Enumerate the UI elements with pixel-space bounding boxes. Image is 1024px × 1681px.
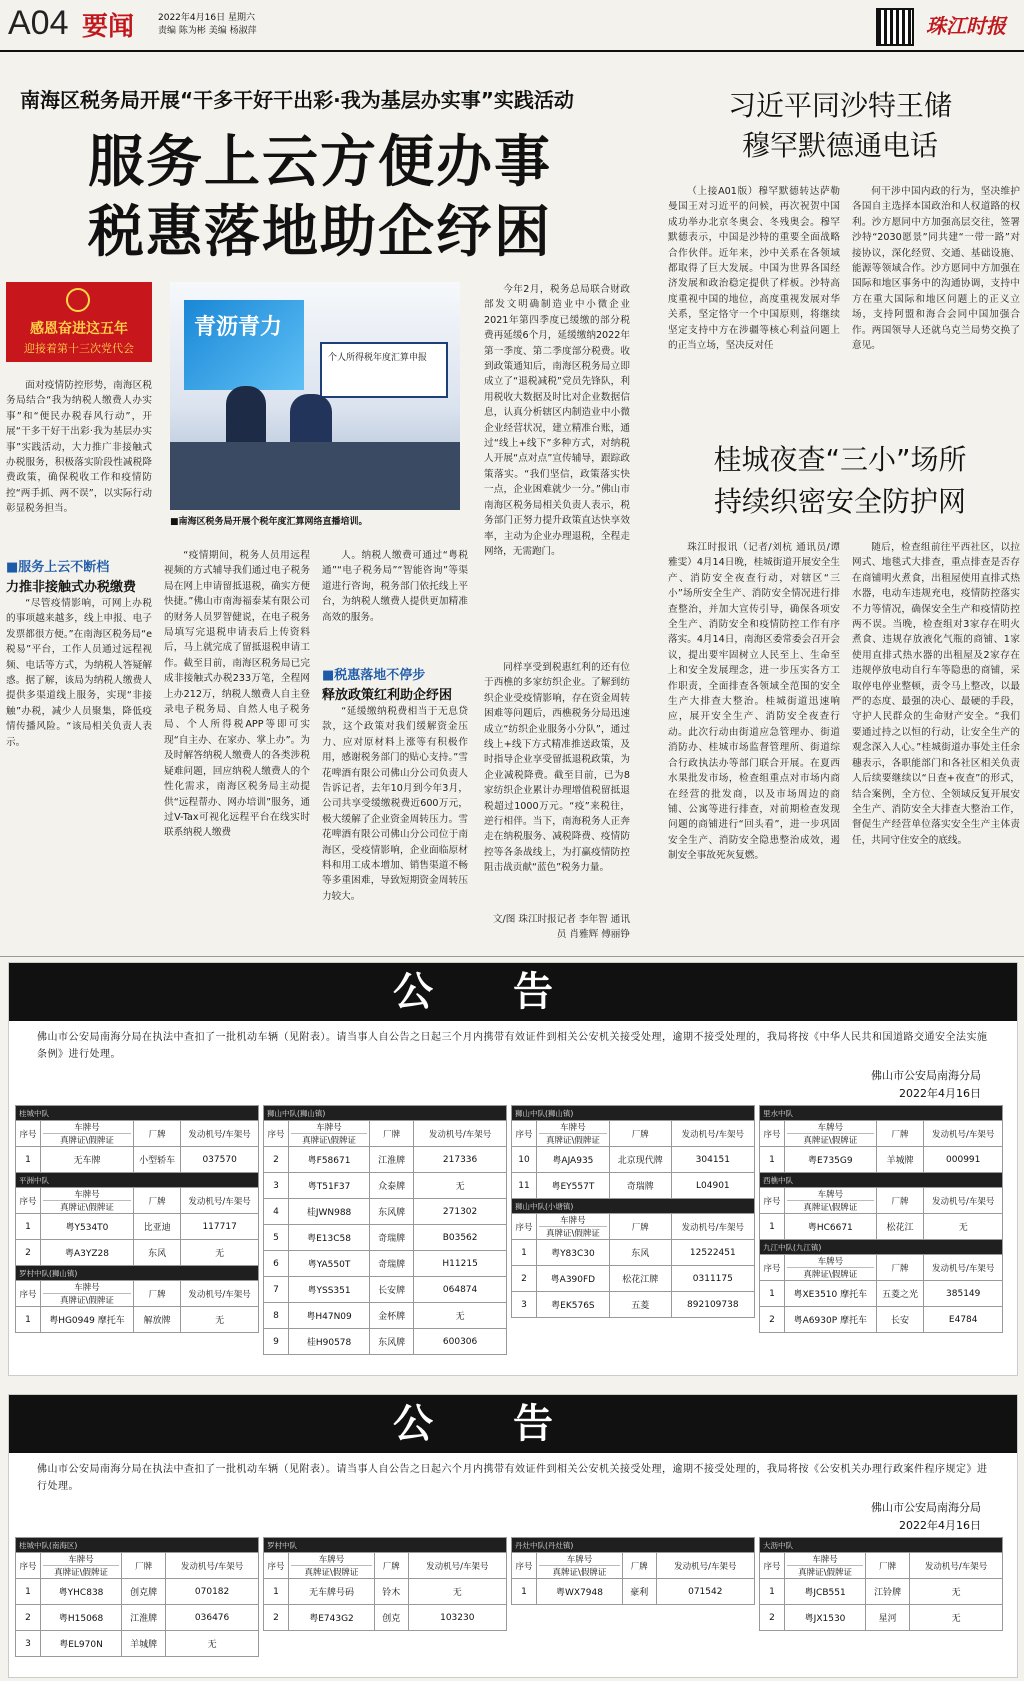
plate-cell: 粤Y83C30	[537, 1240, 610, 1266]
engine-cell: 064874	[414, 1277, 507, 1303]
table-header-cell: 序号	[760, 1188, 785, 1214]
plate-cell: 粤T51F37	[289, 1173, 370, 1199]
table-row	[16, 1214, 259, 1240]
header-divider	[0, 50, 1024, 52]
party-emblem-icon	[66, 288, 90, 312]
table-header-cell: 序号	[512, 1121, 537, 1147]
table-row	[16, 1147, 259, 1173]
table-row	[16, 1307, 259, 1333]
table-row	[264, 1251, 507, 1277]
brand-cell: 众泰牌	[370, 1173, 414, 1199]
table-group-label: 丹灶中队(丹灶镇)	[512, 1538, 755, 1553]
engine-cell: 385149	[924, 1281, 1003, 1307]
notice-2-org: 佛山市公安局南海分局	[871, 1501, 981, 1514]
brand-cell: 江淮牌	[370, 1147, 414, 1173]
notice-2-heading: 公告	[9, 1395, 1017, 1453]
table-row	[16, 1579, 259, 1605]
brand-cell: 奇瑞牌	[609, 1173, 671, 1199]
seq-cell: 3	[512, 1292, 537, 1318]
table-row	[760, 1214, 1003, 1240]
table-row	[512, 1579, 755, 1605]
plate-cell: 粤JCB551	[785, 1579, 866, 1605]
engine-cell: H11215	[414, 1251, 507, 1277]
seq-cell: 5	[264, 1225, 289, 1251]
lead-column-a-text: “尽管疫情影响，可网上办税的事项越来越多，线上申报、电子发票都很方便。”在南海区税务局“e税易”平台，工作人员通过远程视频、电话等方式，为纳税人答疑解惑。据了解，该局为纳税人缴费人提供多渠道线上服务，实现“非接触”办税，减少人员聚集，降低疫情传播风险。“该局相关负责人表示。	[6, 598, 152, 748]
table-header-cell: 车牌号 真牌证\假牌证	[537, 1214, 610, 1240]
engine-cell: 036476	[166, 1605, 259, 1631]
engine-cell: 000991	[924, 1147, 1003, 1173]
brand-cell: 东风牌	[370, 1199, 414, 1225]
table-header-cell: 序号	[760, 1121, 785, 1147]
brand-cell: 松花江	[876, 1214, 924, 1240]
engine-cell: 600306	[414, 1329, 507, 1355]
table-header-cell: 序号	[16, 1188, 41, 1214]
table-row	[16, 1631, 259, 1657]
section-divider	[0, 956, 1024, 957]
notice-2-text: 佛山市公安局南海分局在执法中查扣了一批机动车辆（见附表）。请当事人自公告之日起六个月内携带有效证件到相关公安机关接受处理，逾期不接受处理的，我局将按《公安机关办理行政案件程序规定》进行处理。	[37, 1464, 988, 1492]
seq-cell: 1	[16, 1214, 41, 1240]
brand-cell: 奇瑞牌	[370, 1251, 414, 1277]
plate-cell: 无车牌	[41, 1147, 134, 1173]
table-row	[512, 1292, 755, 1318]
engine-cell: 217336	[414, 1147, 507, 1173]
lead-column-d	[322, 704, 468, 940]
plate-cell: 粤EY557T	[537, 1173, 610, 1199]
notice-1-text: 佛山市公安局南海分局在执法中查扣了一批机动车辆（见附表）。请当事人自公告之日起三个月内携带有效证件到相关公安机关接受处理，逾期不接受处理的，我局将按《中华人民共和国道路交通安全法实施条例》进行处理。	[37, 1032, 988, 1060]
plate-cell: 粤H47N09	[289, 1303, 370, 1329]
lead-column-e-text: 今年2月，税务总局联合财政部发文明确制造业中小微企业2021年第四季度已缓缴的部分税费再延缓6个月，延缓缴纳2022年第一季度、第二季度部分税费。收到政策通知后，南海区税务局立即成立了“退税减税”党员先锋队，利用税收大数据及时比对企业数据信息，认真分析辖区内制造业中小微企业经营状况，建立精准台账，通过“线上+线下”多种方式，对纳税人开展“点对点”宣传辅导，跟踪政策落实。“我们坚信，政策落实快一点，企业困难就少一分。”佛山市南海区税务局相关负责人表示，税务部门正努力提升政策直达快享效率，主动为企业办理退税，全程走网络，无需跑门。	[484, 284, 630, 557]
table-header-cell: 厂牌	[370, 1121, 414, 1147]
table-row	[264, 1199, 507, 1225]
story3-column-a	[668, 540, 840, 942]
table-group-label: 罗村中队(狮山镇)	[16, 1266, 259, 1281]
notice-1-signature	[871, 1067, 981, 1103]
table-header-cell: 车牌号 真牌证\假牌证	[785, 1188, 877, 1214]
table-header-cell: 厂牌	[866, 1553, 910, 1579]
seq-cell: 2	[264, 1147, 289, 1173]
seq-cell: 4	[264, 1199, 289, 1225]
table-row	[760, 1605, 1003, 1631]
brand-cell: 豪利	[622, 1579, 656, 1605]
table-header-cell: 序号	[264, 1553, 289, 1579]
seq-cell: 3	[16, 1631, 41, 1657]
seq-cell: 9	[264, 1329, 289, 1355]
table-group-label: 狮山中队(狮山镇)	[512, 1106, 755, 1121]
seq-cell: 1	[16, 1307, 41, 1333]
seq-cell: 2	[16, 1240, 41, 1266]
plate-cell: 粤F58671	[289, 1147, 370, 1173]
table-header-cell: 发动机号/车架号	[408, 1553, 506, 1579]
engine-cell: 无	[414, 1303, 507, 1329]
date-line: 2022年4月16日 星期六	[158, 13, 255, 23]
livestream-photo	[170, 282, 460, 510]
table-row	[264, 1173, 507, 1199]
engine-cell: 无	[414, 1173, 507, 1199]
vehicle-table	[759, 1537, 1003, 1631]
table-row	[512, 1240, 755, 1266]
table-header-cell: 车牌号 真牌证\假牌证	[537, 1121, 610, 1147]
plate-cell: 粤YSS351	[289, 1277, 370, 1303]
page-header	[0, 0, 1024, 48]
seq-cell: 10	[512, 1147, 537, 1173]
table-header-cell: 车牌号 真牌证\假牌证	[41, 1121, 134, 1147]
plate-cell: 桂JWN988	[289, 1199, 370, 1225]
lead-subhead-2b: 释放政策红利助企纾困	[322, 688, 453, 703]
seq-cell: 2	[760, 1605, 785, 1631]
lead-column-b-text: “疫情期间，税务人员用远程视频的方式辅导我们通过电子税务局在网上申请留抵退税，确实方便快捷。”佛山市南海福泰某有限公司的财务人员罗智健说，在电子税务局填写完退税申请表后上传资料后，马上就完成了留抵退税申请工作。截至目前，南海区税务局已完成非接触式办税233万笔，全程网上办212万，纳税人缴费人自主登录电子税务局、自然人电子税务局、个人所得税APP等即可实现“自主办、在家办、掌上办”。为及时解答纳税人缴费人的各类涉税疑难问题，回应纳税人缴费人的个性化需求，南海区税务局主动提供“远程帮办、网办培训”服务，通过V-Tax可视化远程平台在线实时联系纳税人缴费	[164, 550, 310, 839]
photo-caption: ■南海区税务局开展个税年度汇算网络直播培训。	[170, 517, 368, 527]
table-row	[264, 1579, 507, 1605]
table-group-label: 平洲中队	[16, 1173, 259, 1188]
plate-cell: 粤YA550T	[289, 1251, 370, 1277]
lead-byline: 文/图 珠江时报记者 李年智 通讯员 肖雅辉 傅丽铮	[492, 914, 630, 941]
table-header-cell: 发动机号/车架号	[181, 1281, 259, 1307]
brand-cell: 金杯牌	[370, 1303, 414, 1329]
brand-cell: 江淮牌	[122, 1605, 166, 1631]
table-row	[16, 1605, 259, 1631]
table-header-cell: 厂牌	[609, 1214, 671, 1240]
table-header-cell: 车牌号 真牌证\假牌证	[289, 1121, 370, 1147]
banner-line2: 迎接着第十三次党代会	[24, 342, 134, 355]
plate-cell: 粤H15068	[41, 1605, 122, 1631]
seq-cell: 1	[760, 1147, 785, 1173]
vehicle-table	[511, 1105, 755, 1318]
brand-cell: 北京现代牌	[609, 1147, 671, 1173]
table-header-cell: 厂牌	[622, 1553, 656, 1579]
engine-cell: 无	[910, 1579, 1003, 1605]
plate-cell: 粤JX1530	[785, 1605, 866, 1631]
table-group-label: 桂城中队	[16, 1106, 259, 1121]
plate-cell: 粤E743G2	[289, 1605, 375, 1631]
brand-cell: 长安	[876, 1307, 924, 1333]
table-header-cell: 发动机号/车架号	[924, 1255, 1003, 1281]
lead-title-line2: 税惠落地助企纾困	[88, 200, 552, 265]
brand-cell: 五菱之光	[876, 1281, 924, 1307]
plate-cell: 粤HG0949 摩托车	[41, 1307, 134, 1333]
engine-cell: 304151	[671, 1147, 754, 1173]
table-header-cell: 发动机号/车架号	[414, 1121, 507, 1147]
brand-cell: 东风	[133, 1240, 180, 1266]
table-group-label: 大沥中队	[760, 1538, 1003, 1553]
table-header-cell: 厂牌	[122, 1553, 166, 1579]
story3-title-line1: 桂城夜查“三小”场所	[713, 443, 967, 476]
seq-cell: 11	[512, 1173, 537, 1199]
table-header-cell: 序号	[16, 1553, 41, 1579]
table-header-cell: 发动机号/车架号	[656, 1553, 754, 1579]
brand-cell: 星河	[866, 1605, 910, 1631]
engine-cell: 12522451	[671, 1240, 754, 1266]
seq-cell: 7	[264, 1277, 289, 1303]
table-header-cell: 序号	[16, 1121, 41, 1147]
date-line-box	[158, 12, 257, 38]
engine-cell: B03562	[414, 1225, 507, 1251]
engine-cell: 892109738	[671, 1292, 754, 1318]
plate-cell: 粤WX7948	[537, 1579, 623, 1605]
table-header-cell: 发动机号/车架号	[671, 1214, 754, 1240]
table-header-cell: 序号	[16, 1281, 41, 1307]
lead-column-c-text: 人。纳税人缴费可通过“粤税通”“电子税务局”“智能咨询”等渠道进行咨询，税务部门依托线上平台，为纳税人缴费人提供更加精准高效的服务。	[322, 550, 468, 623]
story2-title-line2: 穆罕默德通电话	[741, 129, 938, 162]
qr-code-icon	[876, 8, 914, 46]
lead-column-c	[322, 548, 468, 654]
brand-cell: 羊城牌	[122, 1631, 166, 1657]
brand-cell: 长安牌	[370, 1277, 414, 1303]
table-group-label: 狮山中队(狮山镇)	[264, 1106, 507, 1121]
table-row	[264, 1605, 507, 1631]
brand-cell: 解放牌	[133, 1307, 180, 1333]
masthead-logo: 珠江时报	[926, 14, 1006, 38]
story3-column-b	[852, 540, 1020, 942]
lead-column-b	[164, 548, 310, 940]
story2-column-a-text: （上接A01版）穆罕默德转达萨勒曼国王对习近平的问候，再次祝贺中国成功举办北京冬奥会、冬残奥会。穆罕默德表示，中国是沙特的重要全面战略合作伙伴。近年来，沙中关系在各领域都取得了巨大发展。中国为世界各国经济发展和政治稳定提供了样板。沙特高度重视中国的地位，高度重视发展对华关系，坚定恪守一个中国原则，将继续坚定支持中方在涉疆等核心利益问题上的正当立场，坚决反对任	[668, 186, 840, 352]
plate-cell: 粤Y534T0	[41, 1214, 134, 1240]
lead-column-f	[484, 660, 630, 912]
table-header-cell: 厂牌	[876, 1121, 924, 1147]
party-congress-banner	[6, 282, 152, 362]
vehicle-notice-1	[8, 962, 1018, 1376]
brand-cell: 奇瑞牌	[370, 1225, 414, 1251]
notice-1-org: 佛山市公安局南海分局	[871, 1069, 981, 1082]
seq-cell: 2	[264, 1605, 289, 1631]
table-row	[264, 1225, 507, 1251]
seq-cell: 2	[760, 1307, 785, 1333]
brand-cell: 东风牌	[370, 1329, 414, 1355]
brand-cell: 铃木	[374, 1579, 408, 1605]
seq-cell: 3	[264, 1173, 289, 1199]
seq-cell: 1	[264, 1579, 289, 1605]
table-group-label: 狮山中队(小塘镇)	[512, 1199, 755, 1214]
table-header-cell: 车牌号 真牌证\假牌证	[785, 1553, 866, 1579]
seq-cell: 6	[264, 1251, 289, 1277]
engine-cell: 037570	[181, 1147, 259, 1173]
seq-cell: 1	[760, 1579, 785, 1605]
editors-line: 责编 陈为彬 美编 杨淑萍	[158, 26, 257, 36]
engine-cell: 无	[181, 1307, 259, 1333]
photo-screen: 青沥青力	[184, 300, 304, 390]
table-header-cell: 车牌号 真牌证\假牌证	[537, 1553, 623, 1579]
story2-column-b	[852, 184, 1020, 400]
plate-cell: 粤A3YZ28	[41, 1240, 134, 1266]
table-header-cell: 车牌号 真牌证\假牌证	[785, 1121, 877, 1147]
table-row	[760, 1147, 1003, 1173]
brand-cell: 创克	[374, 1605, 408, 1631]
table-row	[264, 1303, 507, 1329]
lead-intro	[6, 378, 152, 544]
table-row	[760, 1307, 1003, 1333]
table-header-cell: 车牌号 真牌证\假牌证	[41, 1188, 134, 1214]
vehicle-table	[511, 1537, 755, 1605]
vehicle-table	[759, 1105, 1003, 1333]
engine-cell: 271302	[414, 1199, 507, 1225]
table-header-cell: 发动机号/车架号	[924, 1121, 1003, 1147]
engine-cell: 117717	[181, 1214, 259, 1240]
table-header-cell: 车牌号 真牌证\假牌证	[41, 1281, 134, 1307]
photo-person	[226, 386, 266, 448]
engine-cell: 070182	[166, 1579, 259, 1605]
seq-cell: 1	[16, 1579, 41, 1605]
lead-title-line1: 服务上云方便办事	[88, 130, 552, 195]
photo-board: 个人所得税年度汇算申报	[320, 342, 448, 398]
brand-cell: 羊城牌	[876, 1147, 924, 1173]
table-header-cell: 车牌号 真牌证\假牌证	[289, 1553, 375, 1579]
engine-cell: 无	[924, 1214, 1003, 1240]
engine-cell: 103230	[408, 1605, 506, 1631]
table-group-label: 西樵中队	[760, 1173, 1003, 1188]
lead-column-d-text: “延缓缴纳税费相当于无息贷款，这个政策对我们缓解资金压力、应对原材料上涨等有积极作用，感谢税务部门的贴心支持。”雪花啤酒有限公司佛山分公司负责人告诉记者，去年10月到今年3月，公司共享受缓缴税费近600万元，极大缓解了企业资金周转压力。雪花啤酒有限公司佛山分公司位于南海区，受疫情影响，企业面临原材料和用工成本增加、销售渠道不畅等多重困难，导致短期资金周转压力较大。	[322, 706, 468, 902]
table-row	[16, 1240, 259, 1266]
section-name: 要闻	[82, 12, 135, 42]
engine-cell: 无	[181, 1240, 259, 1266]
engine-cell: 0311175	[671, 1266, 754, 1292]
table-header-cell: 序号	[512, 1553, 537, 1579]
seq-cell: 2	[512, 1266, 537, 1292]
seq-cell: 1	[16, 1147, 41, 1173]
table-header-cell: 厂牌	[876, 1255, 924, 1281]
table-header-cell: 序号	[760, 1255, 785, 1281]
table-header-cell: 发动机号/车架号	[924, 1188, 1003, 1214]
table-header-cell: 厂牌	[133, 1281, 180, 1307]
brand-cell: 小型轿车	[133, 1147, 180, 1173]
table-group-label: 罗村中队	[264, 1538, 507, 1553]
plate-cell: 粤A6930P 摩托车	[785, 1307, 877, 1333]
engine-cell: 071542	[656, 1579, 754, 1605]
brand-cell: 江铃牌	[866, 1579, 910, 1605]
lead-intro-text: 面对疫情防控形势，南海区税务局结合“我为纳税人缴费人办实事”和“便民办税春风行动”，开展“干多干好干出彩·我为基层办实事”实践活动，大力推广非接触式办税服务，积极落实阶段性减税降费政策，确保税收工作和疫情防控“两手抓、两不误”，以实际行动彰显税务担当。	[6, 380, 152, 515]
engine-cell: L04901	[671, 1173, 754, 1199]
brand-cell: 创克牌	[122, 1579, 166, 1605]
plate-cell: 无车牌号码	[289, 1579, 375, 1605]
plate-cell: 粤HC6671	[785, 1214, 877, 1240]
plate-cell: 粤E735G9	[785, 1147, 877, 1173]
seq-cell: 1	[512, 1240, 537, 1266]
vehicle-table	[15, 1537, 259, 1657]
engine-cell: 无	[408, 1579, 506, 1605]
page-number: A04	[8, 4, 69, 42]
notice-2-signature	[871, 1499, 981, 1535]
lead-subhead-2: ■税惠落地不停步	[322, 668, 426, 683]
lead-column-f-text: 同样享受到税惠红利的还有位于西樵的多家纺织企业。了解到纺织企业受疫情影响，存在资金周转困难等问题后，西樵税务分局迅速成立“纺织企业服务小分队”，通过线上+线下方式精准推送政策，及时指导企业享受留抵退税政策，为企业减税降费。截至目前，已为8家纺织企业累计办理增值税留抵退税超过1000万元。“疫”来税往，逆行相伴。当下，南海税务人正奔走在纳税服务、减税降费、疫情防控等各条战线上，为打赢疫情防控阻击战贡献“蓝色”税务力量。	[484, 662, 630, 874]
table-header-cell: 序号	[512, 1214, 537, 1240]
table-header-cell: 序号	[264, 1121, 289, 1147]
story2-title-line1: 习近平同沙特王储	[727, 89, 952, 122]
lead-subhead-1: ■服务上云不断档	[6, 560, 110, 575]
plate-cell: 桂H90578	[289, 1329, 370, 1355]
plate-cell: 粤AJA935	[537, 1147, 610, 1173]
seq-cell: 1	[760, 1281, 785, 1307]
lead-subhead-1b: 力推非接触式办税缴费	[6, 580, 137, 595]
table-row	[264, 1147, 507, 1173]
plate-cell: 粤A390FD	[537, 1266, 610, 1292]
brand-cell: 五菱	[609, 1292, 671, 1318]
seq-cell: 1	[760, 1214, 785, 1240]
vehicle-table	[263, 1537, 507, 1631]
table-header-cell: 厂牌	[609, 1121, 671, 1147]
table-row	[264, 1329, 507, 1355]
engine-cell: 无	[166, 1631, 259, 1657]
table-header-cell: 厂牌	[133, 1188, 180, 1214]
story3-column-a-text: 珠江时报讯（记者/刘杭 通讯员/谭雅雯）4月14日晚，桂城街道开展安全生产、消防安全夜查行动，对辖区“三小”场所安全生产、消防安全情况进行排查整治，并加大宣传引导，确保各项安全生产、消防安全和疫情防控工作有序落实。4月14日，南海区委常委会召开会议，提出要牢固树立人民至上、生命至上和安全发展理念，进一步压实各方工作职责，全面排查各领域全范围的安全生产大排查大整治。桂城街道迅速响应，展开安全生产、消防安全夜查行动。此次行动由街道应急管理办、街道消防办、桂城市场监督管理所、街道综合行政执法办等部门联合开展。在夏西水果批发市场，检查组重点对市场内商在经营的批发商，以及市场周边的商铺、公寓等进行排查，对前期检查发现问题的商铺进行“回头看”，进一步巩固安全生产、消防安全隐患整治成效，遏制安全事故死灰复燃。	[668, 542, 840, 862]
table-header-cell: 发动机号/车架号	[166, 1553, 259, 1579]
story2-column-b-text: 何干涉中国内政的行为，坚决维护各国自主选择本国政治和人权道路的权利。沙方愿同中方加强高层交往，签署沙特“2030愿景”同共建“一带一路”对接协议，深化经贸、交通、基础设施、能源等领域合作。沙方愿同中方加强在国际和地区事务中的沟通协调，支持中方在重大国际和地区问题上的正义立场，支持阿盟和海合会同中国加强合作。两国领导人还就乌克兰局势交换了意见。	[852, 186, 1020, 352]
table-header-cell: 厂牌	[876, 1188, 924, 1214]
table-row	[760, 1281, 1003, 1307]
table-row	[512, 1147, 755, 1173]
lead-kicker: 南海区税务局开展“干多干好干出彩·我为基层办实事”实践活动	[20, 88, 574, 112]
table-group-label: 里水中队	[760, 1106, 1003, 1121]
vehicle-table	[263, 1105, 507, 1355]
table-row	[512, 1173, 755, 1199]
story3-title-line2: 持续织密安全防护网	[713, 485, 966, 518]
table-group-label: 九江中队(九江镇)	[760, 1240, 1003, 1255]
table-header-cell: 序号	[760, 1553, 785, 1579]
lead-column-e	[484, 282, 630, 656]
plate-cell: 粤EK576S	[537, 1292, 610, 1318]
notice-1-heading: 公告	[9, 963, 1017, 1021]
plate-cell: 粤XE3510 摩托车	[785, 1281, 877, 1307]
table-header-cell: 车牌号 真牌证\假牌证	[41, 1553, 122, 1579]
vehicle-notice-2	[8, 1394, 1018, 1678]
table-header-cell: 发动机号/车架号	[181, 1188, 259, 1214]
seq-cell: 8	[264, 1303, 289, 1329]
engine-cell: E4784	[924, 1307, 1003, 1333]
banner-line1: 感恩奋进这五年	[30, 321, 128, 337]
table-header-cell: 车牌号 真牌证\假牌证	[785, 1255, 877, 1281]
plate-cell: 粤YHC838	[41, 1579, 122, 1605]
engine-cell: 无	[910, 1605, 1003, 1631]
lead-column-a	[6, 596, 152, 940]
story3-column-b-text: 随后，检查组前往平西社区，以拉网式、地毯式大排查，重点排查是否存在商铺明火煮食，出租屋使用直排式热水器，电动车违规充电，疫情防控落实不力等情况，确保安全生产和疫情防控两不误。当晚，检查组对3家存在明火煮食、违规存放液化气瓶的商铺、1家使用直排式热水器的出租屋及2家存在违规停放电动自行车等隐患的商铺，采取停电停业整顿，责令马上整改，以最严的态度、最强的决心、最硬的手段，守护人民群众的生命财产安全。“我们要通过持之以恒的行动，让安全生产的观念深入人心。”桂城街道办事处主任余穗表示，各职能部门和各社区相关负责人后续要继续以“日查+夜查”的形式，结合案例，全方位、全领域反复开展安全生产、消防安全大排查大整治工作，督促生产经营单位落实安全生产主体责任，共同守住安全的底线。	[852, 542, 1020, 846]
table-row	[264, 1277, 507, 1303]
table-header-cell: 发动机号/车架号	[181, 1121, 259, 1147]
table-header-cell: 厂牌	[374, 1553, 408, 1579]
table-header-cell: 厂牌	[133, 1121, 180, 1147]
table-header-cell: 发动机号/车架号	[910, 1553, 1003, 1579]
table-row	[760, 1579, 1003, 1605]
notice-2-date: 2022年4月16日	[899, 1519, 981, 1532]
brand-cell: 东风	[609, 1240, 671, 1266]
notice-1-date: 2022年4月16日	[899, 1087, 981, 1100]
story2-column-a	[668, 184, 840, 400]
photo-desk	[170, 442, 460, 510]
table-header-cell: 发动机号/车架号	[671, 1121, 754, 1147]
plate-cell: 粤E13C58	[289, 1225, 370, 1251]
vehicle-table	[15, 1105, 259, 1333]
table-group-label: 桂城中队(南海区)	[16, 1538, 259, 1553]
seq-cell: 2	[16, 1605, 41, 1631]
table-row	[512, 1266, 755, 1292]
seq-cell: 1	[512, 1579, 537, 1605]
plate-cell: 粤EL970N	[41, 1631, 122, 1657]
brand-cell: 比亚迪	[133, 1214, 180, 1240]
brand-cell: 松花江牌	[609, 1266, 671, 1292]
